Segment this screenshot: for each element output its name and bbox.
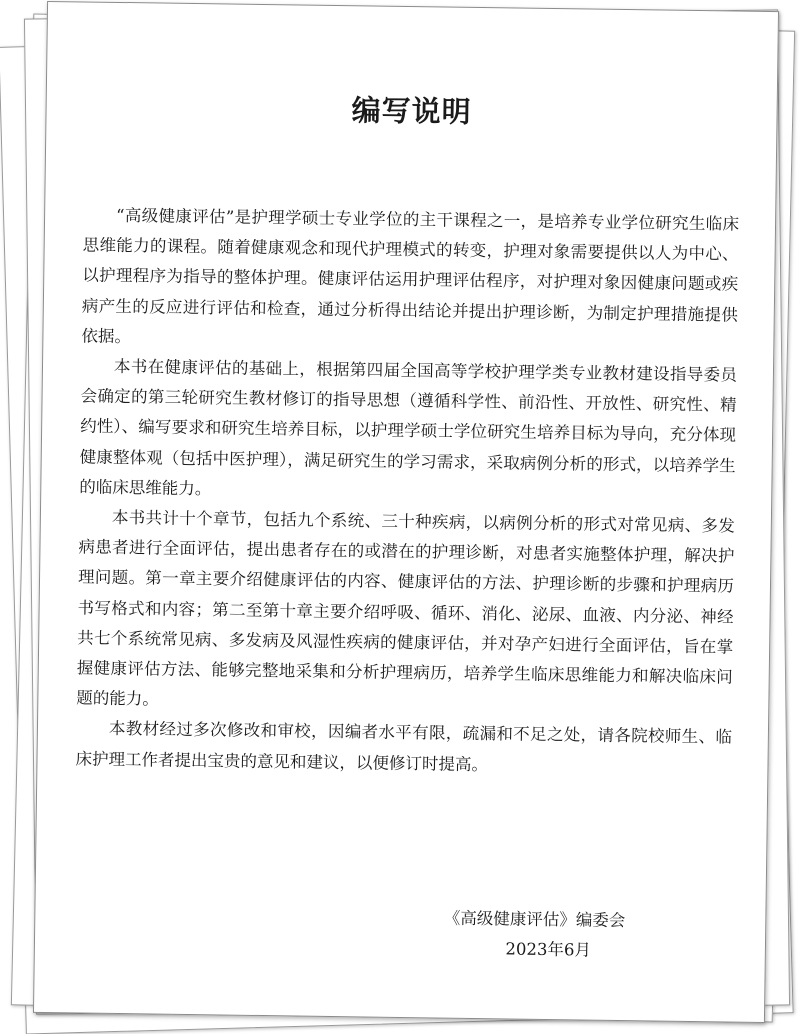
- editorial-board-signature: 《高级健康评估》编委会: [443, 908, 626, 931]
- paragraph: 本书共计十个章节，包括九个系统、三十种疾病，以病例分析的形式对常见病、多发病患者进行全面评估，提出患者存在的或潜在的护理诊断，对患者实施整体护理，解决护理问题。第一章主要介绍健康评估的内容、健康评估的方法、护理诊断的步骤和护理病历书写格式和内容；第二至第十章主要介绍呼吸、循环、消化、泌尿、血液、内分泌、神经共七个系统常见病、多发病及风湿性疾病的健康评估，并对孕产妇进行全面评估，旨在掌握健康评估方法、能够完整地采集和分析护理病历，培养学生临床思维能力和解决临床问题的能力。: [76, 507, 735, 709]
- signature-block: [443, 904, 625, 967]
- document-page: [33, 1, 779, 1023]
- paragraph: 本教材经过多次修改和审校，因编者水平有限，疏漏和不足之处，请各院校师生、临床护理工作者提出宝贵的意见和建议，以便修订时提高。: [75, 719, 733, 774]
- page-title: 编写说明: [351, 93, 472, 129]
- publication-date: 2023年6月: [505, 939, 592, 960]
- paragraph: 本书在健康评估的基础上，根据第四届全国高等学校护理学类专业教材建设指导委员会确定的第三轮研究生教材修订的指导思想（遵循科学性、前沿性、开放性、研究性、精约性）、编写要求和研究生培养目标，以护理学硕士学位研究生培养目标为导向，充分体现健康整体观（包括中医护理），满足研究生的学习需求，采取病例分析的形式，以培养学生的临床思维能力。: [79, 356, 738, 499]
- body-text: [75, 200, 739, 783]
- paragraph: “高级健康评估”是护理学硕士专业学位的主干课程之一，是培养专业学位研究生临床思维能力的课程。随着健康观念和现代护理模式的转变，护理对象需要提供以人为中心、以护理程序为指导的整体护理。健康评估运用护理评估程序，对护理对象因健康问题或疾病产生的反应进行评估和检查，通过分析得出结论并提出护理诊断，为制定护理措施提供依据。: [81, 205, 740, 346]
